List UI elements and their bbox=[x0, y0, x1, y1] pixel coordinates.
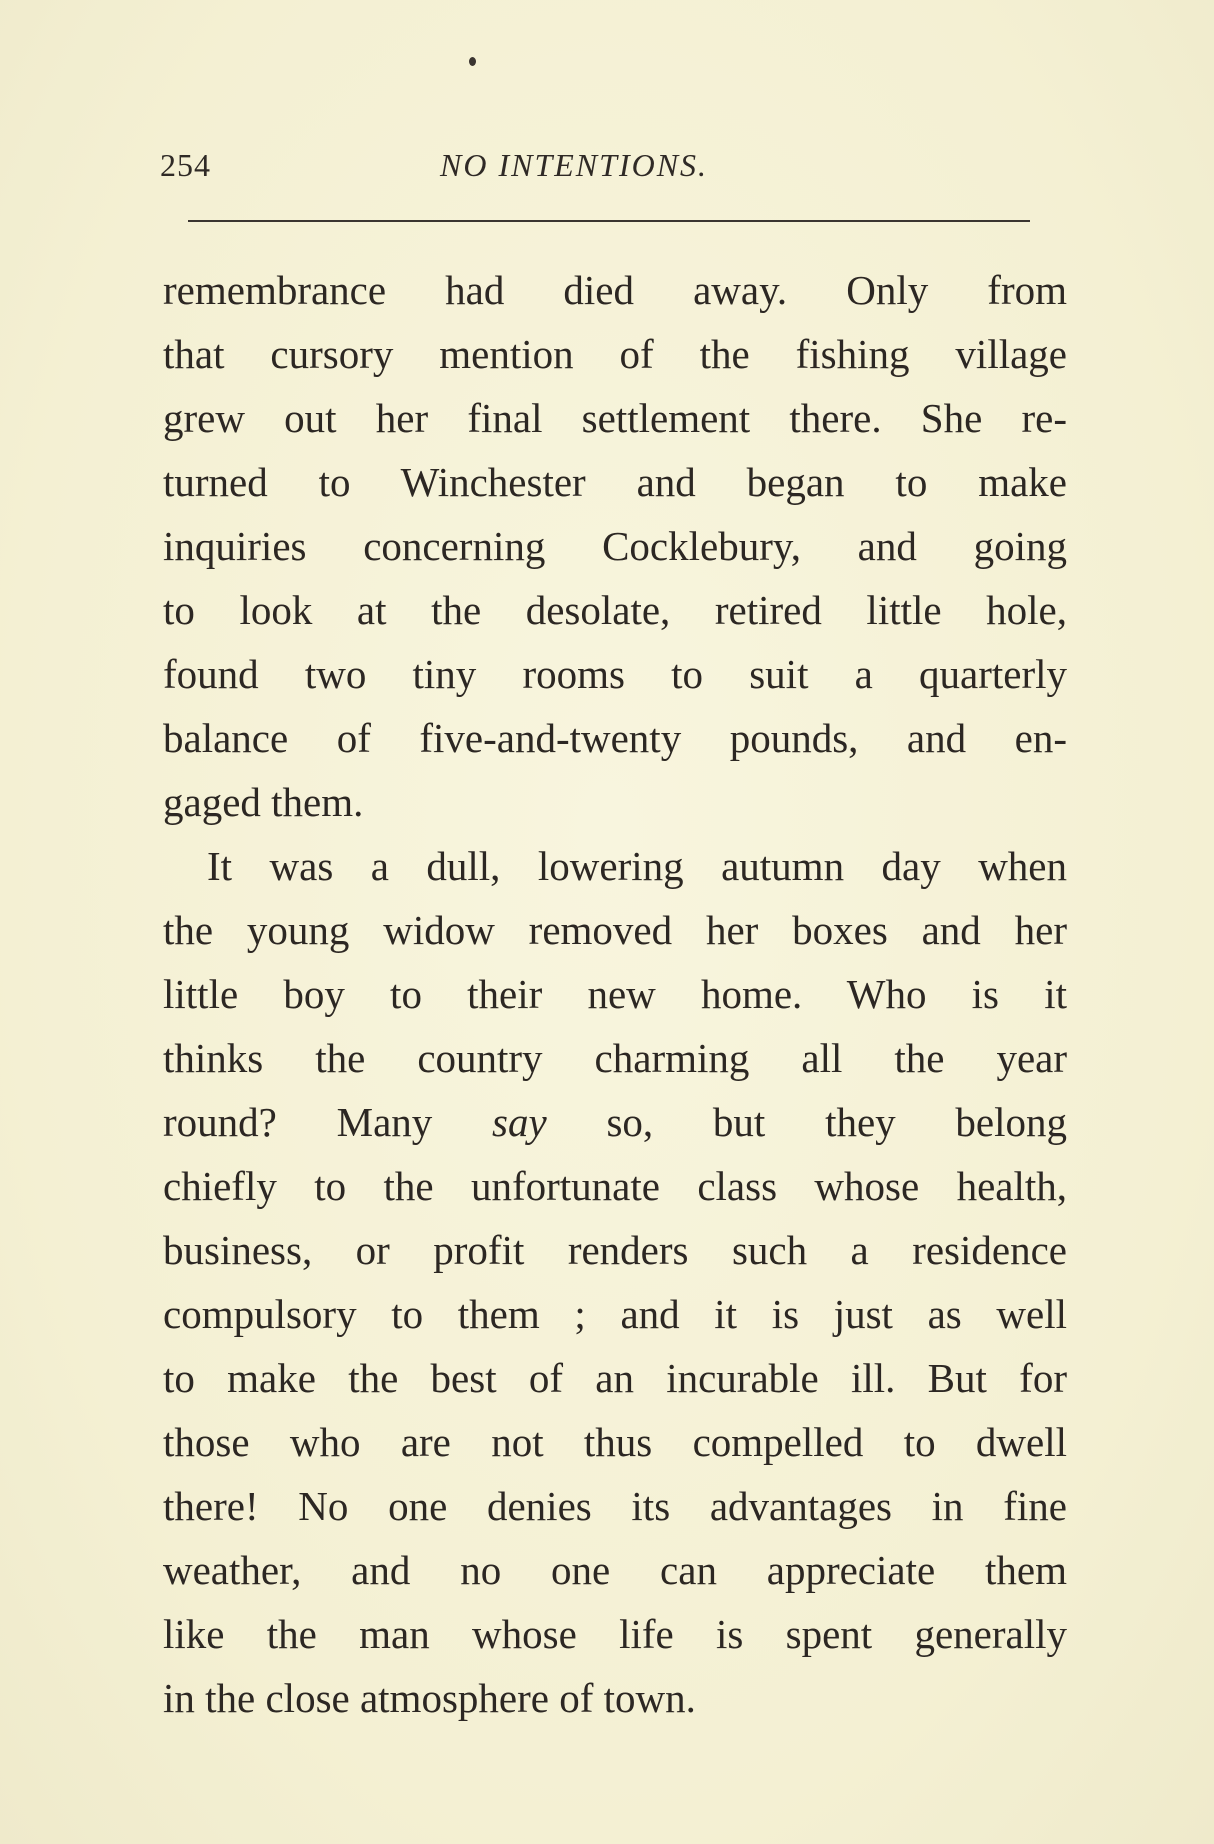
page-number: 254 bbox=[160, 147, 211, 183]
text-line: remembrance had died away. Only from bbox=[163, 267, 1067, 313]
text-line: gaged them. bbox=[163, 779, 364, 825]
header-rule bbox=[188, 220, 1030, 222]
text-line: there! No one denies its advantages in fine bbox=[163, 1483, 1067, 1529]
page-header bbox=[160, 147, 1060, 197]
text-line: business, or profit renders such a residence bbox=[163, 1227, 1067, 1273]
text-segment: round? Many bbox=[163, 1099, 433, 1145]
text-line: compulsory to them ; and it is just as well bbox=[163, 1291, 1067, 1337]
text-line: It was a dull, lowering autumn day when bbox=[207, 843, 1067, 889]
text-line: the young widow removed her boxes and her bbox=[163, 907, 1067, 953]
text-line: grew out her final settlement there. She re- bbox=[163, 395, 1067, 441]
ink-dot bbox=[469, 57, 476, 66]
text-line: little boy to their new home. Who is it bbox=[163, 971, 1067, 1017]
text-line: to look at the desolate, retired little hole, bbox=[163, 587, 1067, 633]
text-line: thinks the country charming all the year bbox=[163, 1035, 1067, 1081]
italic-word: say bbox=[492, 1099, 547, 1145]
text-line: to make the best of an incurable ill. But for bbox=[163, 1355, 1067, 1401]
text-line: those who are not thus compelled to dwell bbox=[163, 1419, 1067, 1465]
running-title: NO INTENTIONS. bbox=[440, 147, 709, 183]
text-line: in the close atmosphere of town. bbox=[163, 1675, 696, 1721]
text-line: weather, and no one can appreciate them bbox=[163, 1547, 1067, 1593]
text-line-with-italic bbox=[163, 1090, 1067, 1154]
text-line: turned to Winchester and began to make bbox=[163, 459, 1067, 505]
body-text bbox=[163, 258, 1067, 1730]
text-segment: so, but they belong bbox=[606, 1099, 1068, 1145]
text-line: like the man whose life is spent generally bbox=[163, 1611, 1067, 1657]
text-line: that cursory mention of the fishing village bbox=[163, 331, 1067, 377]
text-line: chiefly to the unfortunate class whose health, bbox=[163, 1163, 1067, 1209]
text-line: balance of five-and-twenty pounds, and en- bbox=[163, 715, 1067, 761]
text-line: found two tiny rooms to suit a quarterly bbox=[163, 651, 1067, 697]
text-line: inquiries concerning Cocklebury, and going bbox=[163, 523, 1067, 569]
